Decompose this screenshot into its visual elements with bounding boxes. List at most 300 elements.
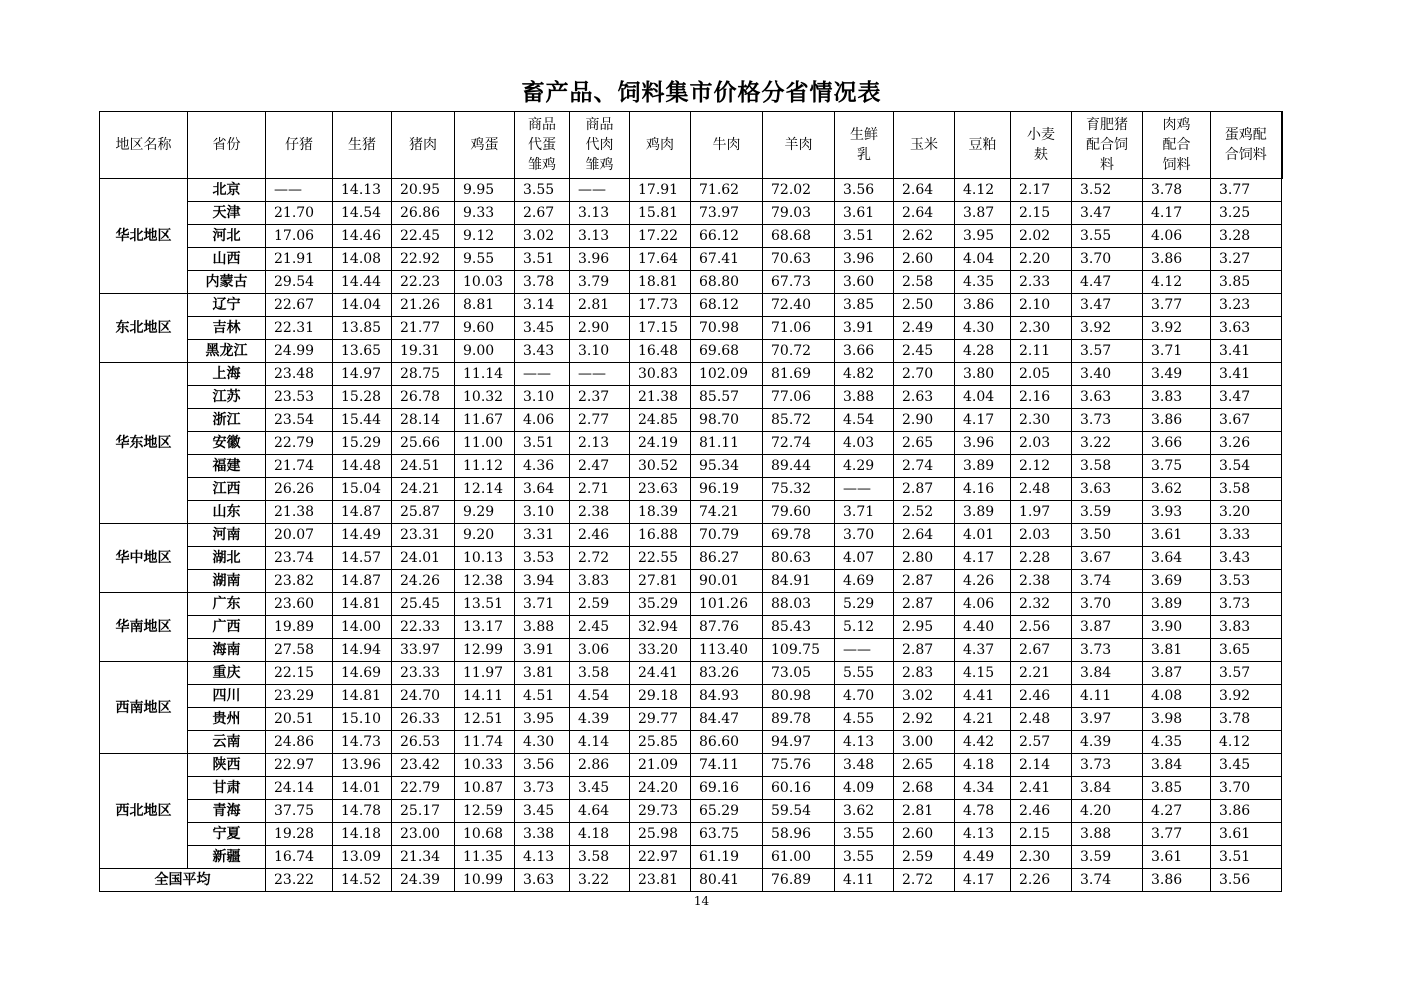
price-cell: 10.03 xyxy=(455,271,515,294)
price-cell: 2.12 xyxy=(1011,455,1072,478)
price-cell: 3.74 xyxy=(1072,869,1143,892)
price-cell: 13.65 xyxy=(333,340,392,363)
price-cell: 3.49 xyxy=(1143,363,1211,386)
price-cell: 8.81 xyxy=(455,294,515,317)
price-cell: 3.56 xyxy=(1211,869,1282,892)
price-cell: 2.87 xyxy=(894,593,955,616)
price-cell: 13.17 xyxy=(455,616,515,639)
price-cell: 4.21 xyxy=(955,708,1011,731)
price-cell: 4.54 xyxy=(570,685,630,708)
price-cell: 5.55 xyxy=(835,662,894,685)
table-row xyxy=(100,271,1282,294)
price-cell: 66.12 xyxy=(691,225,763,248)
price-cell: 76.89 xyxy=(763,869,835,892)
table-row xyxy=(100,501,1282,524)
price-cell: 3.26 xyxy=(1211,432,1282,455)
price-cell: 3.66 xyxy=(835,340,894,363)
column-header-line: 肉鸡 xyxy=(1162,117,1191,133)
price-cell: 23.74 xyxy=(266,547,333,570)
price-cell: 3.10 xyxy=(570,340,630,363)
price-cell: 9.60 xyxy=(455,317,515,340)
price-cell: 3.79 xyxy=(570,271,630,294)
price-cell: 4.28 xyxy=(955,340,1011,363)
price-cell: 2.95 xyxy=(894,616,955,639)
column-header xyxy=(763,112,835,179)
price-cell: 3.41 xyxy=(1211,340,1282,363)
price-cell: 4.18 xyxy=(570,823,630,846)
price-cell: 88.03 xyxy=(763,593,835,616)
price-cell: 83.26 xyxy=(691,662,763,685)
price-cell: 4.40 xyxy=(955,616,1011,639)
price-cell: 3.61 xyxy=(1211,823,1282,846)
province-cell: 贵州 xyxy=(188,708,266,731)
price-cell: 70.63 xyxy=(763,248,835,271)
price-cell: 22.55 xyxy=(630,547,691,570)
table-row xyxy=(100,432,1282,455)
price-cell: 71.06 xyxy=(763,317,835,340)
price-cell: 79.60 xyxy=(763,501,835,524)
price-cell: 3.80 xyxy=(955,363,1011,386)
price-cell: 113.40 xyxy=(691,639,763,662)
price-cell: 3.75 xyxy=(1143,455,1211,478)
price-cell: 3.51 xyxy=(1211,846,1282,869)
price-cell: 3.62 xyxy=(1143,478,1211,501)
price-cell: 17.15 xyxy=(630,317,691,340)
price-cell: 29.73 xyxy=(630,800,691,823)
column-header-line: 鸡蛋 xyxy=(470,137,499,153)
price-cell: 2.21 xyxy=(1011,662,1072,685)
price-cell: 4.41 xyxy=(955,685,1011,708)
price-cell: 101.26 xyxy=(691,593,763,616)
price-cell: 2.64 xyxy=(894,202,955,225)
price-cell: 98.70 xyxy=(691,409,763,432)
province-cell: 甘肃 xyxy=(188,777,266,800)
column-header-line: 生猪 xyxy=(348,137,376,153)
price-cell: —— xyxy=(266,179,333,202)
price-cell: 2.52 xyxy=(894,501,955,524)
column-header-line: 代肉 xyxy=(585,137,614,153)
price-cell: 3.45 xyxy=(1211,754,1282,777)
column-header-line: 雏鸡 xyxy=(585,157,614,173)
column-header xyxy=(691,112,763,179)
column-header xyxy=(188,112,266,179)
price-cell: 4.26 xyxy=(955,570,1011,593)
province-cell: 内蒙古 xyxy=(188,271,266,294)
region-name-cell: 华北地区 xyxy=(100,179,188,294)
price-cell: 3.87 xyxy=(1143,662,1211,685)
price-cell: 3.02 xyxy=(515,225,570,248)
price-cell: 3.10 xyxy=(515,386,570,409)
price-cell: 4.12 xyxy=(955,179,1011,202)
price-cell: 17.22 xyxy=(630,225,691,248)
price-cell: 3.58 xyxy=(1072,455,1143,478)
price-cell: 70.98 xyxy=(691,317,763,340)
price-cell: 2.67 xyxy=(515,202,570,225)
price-cell: 3.83 xyxy=(1211,616,1282,639)
price-cell: 4.06 xyxy=(955,593,1011,616)
price-cell: 11.00 xyxy=(455,432,515,455)
price-cell: 65.29 xyxy=(691,800,763,823)
province-cell: 福建 xyxy=(188,455,266,478)
price-cell: 3.40 xyxy=(1072,363,1143,386)
price-cell: 2.05 xyxy=(1011,363,1072,386)
column-header-line: 牛肉 xyxy=(712,137,741,153)
price-cell: 3.45 xyxy=(515,317,570,340)
price-cell: 14.57 xyxy=(333,547,392,570)
price-cell: 4.64 xyxy=(570,800,630,823)
price-cell: 2.02 xyxy=(1011,225,1072,248)
price-cell: 4.34 xyxy=(955,777,1011,800)
price-cell: 3.95 xyxy=(515,708,570,731)
price-cell: 3.78 xyxy=(1143,179,1211,202)
column-header-line: 雏鸡 xyxy=(528,157,556,173)
price-cell: 3.85 xyxy=(835,294,894,317)
price-cell: 2.80 xyxy=(894,547,955,570)
price-cell: 21.77 xyxy=(392,317,455,340)
price-cell: 26.78 xyxy=(392,386,455,409)
price-cell: 10.13 xyxy=(455,547,515,570)
price-cell: 21.26 xyxy=(392,294,455,317)
price-cell: 2.63 xyxy=(894,386,955,409)
price-cell: 2.03 xyxy=(1011,524,1072,547)
price-cell: 3.69 xyxy=(1143,570,1211,593)
price-cell: 4.04 xyxy=(955,248,1011,271)
price-cell: 4.12 xyxy=(1143,271,1211,294)
price-cell: 4.06 xyxy=(1143,225,1211,248)
price-cell: 4.78 xyxy=(955,800,1011,823)
column-header xyxy=(515,112,570,179)
price-cell: 14.81 xyxy=(333,593,392,616)
price-cell: 3.55 xyxy=(1072,225,1143,248)
price-cell: 3.73 xyxy=(1072,639,1143,662)
price-cell: 4.54 xyxy=(835,409,894,432)
table-row xyxy=(100,846,1282,869)
price-cell: 3.71 xyxy=(1143,340,1211,363)
price-cell: 2.62 xyxy=(894,225,955,248)
price-cell: 24.51 xyxy=(392,455,455,478)
price-cell: 3.25 xyxy=(1211,202,1282,225)
price-cell: 71.62 xyxy=(691,179,763,202)
price-cell: 96.19 xyxy=(691,478,763,501)
price-cell: 11.14 xyxy=(455,363,515,386)
price-cell: 3.86 xyxy=(1211,800,1282,823)
price-cell: 3.61 xyxy=(835,202,894,225)
price-cell: 87.76 xyxy=(691,616,763,639)
price-cell: 4.39 xyxy=(1072,731,1143,754)
price-cell: 4.09 xyxy=(835,777,894,800)
price-cell: 23.31 xyxy=(392,524,455,547)
price-cell: 26.26 xyxy=(266,478,333,501)
price-cell: 4.07 xyxy=(835,547,894,570)
price-cell: 4.11 xyxy=(835,869,894,892)
price-cell: 15.04 xyxy=(333,478,392,501)
price-cell: 3.92 xyxy=(1143,317,1211,340)
header-row xyxy=(100,112,1282,179)
price-cell: 14.08 xyxy=(333,248,392,271)
province-cell: 吉林 xyxy=(188,317,266,340)
price-cell: 24.19 xyxy=(630,432,691,455)
price-cell: 84.93 xyxy=(691,685,763,708)
price-cell: 32.94 xyxy=(630,616,691,639)
price-cell: 4.13 xyxy=(955,823,1011,846)
column-header xyxy=(1072,112,1143,179)
price-cell: 2.33 xyxy=(1011,271,1072,294)
price-cell: 4.69 xyxy=(835,570,894,593)
price-cell: 3.63 xyxy=(1072,386,1143,409)
price-cell: 3.58 xyxy=(1211,478,1282,501)
province-cell: 重庆 xyxy=(188,662,266,685)
region-name-cell: 东北地区 xyxy=(100,294,188,363)
price-cell: 3.85 xyxy=(1143,777,1211,800)
price-cell: 37.75 xyxy=(266,800,333,823)
price-cell: 3.51 xyxy=(515,432,570,455)
price-cell: 22.33 xyxy=(392,616,455,639)
price-cell: 3.57 xyxy=(1072,340,1143,363)
price-cell: 4.20 xyxy=(1072,800,1143,823)
price-cell: 3.65 xyxy=(1211,639,1282,662)
price-cell: 14.87 xyxy=(333,501,392,524)
province-cell: 四川 xyxy=(188,685,266,708)
price-cell: 3.51 xyxy=(835,225,894,248)
price-cell: 9.55 xyxy=(455,248,515,271)
price-cell: 3.56 xyxy=(515,754,570,777)
price-cell: 2.87 xyxy=(894,570,955,593)
price-cell: 2.26 xyxy=(1011,869,1072,892)
price-cell: —— xyxy=(570,179,630,202)
price-cell: 14.46 xyxy=(333,225,392,248)
price-cell: 3.70 xyxy=(1072,248,1143,271)
column-header xyxy=(266,112,333,179)
price-cell: 3.92 xyxy=(1211,685,1282,708)
price-cell: 3.59 xyxy=(1072,846,1143,869)
national-average-row xyxy=(100,869,1282,892)
price-cell: 80.98 xyxy=(763,685,835,708)
price-cell: 3.10 xyxy=(515,501,570,524)
price-cell: 24.21 xyxy=(392,478,455,501)
column-header xyxy=(1011,112,1072,179)
province-cell: 江苏 xyxy=(188,386,266,409)
price-cell: 14.18 xyxy=(333,823,392,846)
table-row xyxy=(100,202,1282,225)
province-cell: 山西 xyxy=(188,248,266,271)
column-header-line: 地区名称 xyxy=(115,137,172,153)
price-cell: 4.49 xyxy=(955,846,1011,869)
province-cell: 天津 xyxy=(188,202,266,225)
price-table xyxy=(99,111,1283,892)
price-cell: 23.82 xyxy=(266,570,333,593)
price-cell: 17.73 xyxy=(630,294,691,317)
column-header xyxy=(100,112,188,179)
price-cell: 2.67 xyxy=(1011,639,1072,662)
price-cell: 33.20 xyxy=(630,639,691,662)
table-row xyxy=(100,455,1282,478)
price-cell: 3.43 xyxy=(515,340,570,363)
price-cell: 13.51 xyxy=(455,593,515,616)
price-cell: 3.20 xyxy=(1211,501,1282,524)
price-cell: 9.20 xyxy=(455,524,515,547)
province-cell: 陕西 xyxy=(188,754,266,777)
price-cell: 14.13 xyxy=(333,179,392,202)
price-cell: 4.70 xyxy=(835,685,894,708)
price-cell: 3.93 xyxy=(1143,501,1211,524)
price-cell: 2.87 xyxy=(894,478,955,501)
price-cell: 10.68 xyxy=(455,823,515,846)
price-cell: 3.83 xyxy=(570,570,630,593)
price-cell: 23.54 xyxy=(266,409,333,432)
province-cell: 辽宁 xyxy=(188,294,266,317)
price-cell: 3.86 xyxy=(1143,248,1211,271)
price-cell: 3.55 xyxy=(835,823,894,846)
price-cell: 17.91 xyxy=(630,179,691,202)
price-cell: 2.13 xyxy=(570,432,630,455)
price-cell: 11.97 xyxy=(455,662,515,685)
price-cell: 3.53 xyxy=(1211,570,1282,593)
page-title: 畜产品、饲料集市价格分省情况表 xyxy=(521,80,882,106)
price-cell: 23.42 xyxy=(392,754,455,777)
price-cell: 4.15 xyxy=(955,662,1011,685)
price-cell: 3.50 xyxy=(1072,524,1143,547)
price-cell: 3.00 xyxy=(894,731,955,754)
price-cell: 3.51 xyxy=(515,248,570,271)
price-cell: 89.78 xyxy=(763,708,835,731)
price-cell: —— xyxy=(515,363,570,386)
price-cell: 3.41 xyxy=(1211,363,1282,386)
column-header xyxy=(333,112,392,179)
table-row xyxy=(100,478,1282,501)
price-cell: 14.00 xyxy=(333,616,392,639)
price-cell: 29.54 xyxy=(266,271,333,294)
column-header-line: 仔猪 xyxy=(285,137,313,153)
price-cell: 25.45 xyxy=(392,593,455,616)
price-cell: 3.64 xyxy=(1143,547,1211,570)
price-cell: 4.51 xyxy=(515,685,570,708)
price-cell: 24.26 xyxy=(392,570,455,593)
price-cell: 4.04 xyxy=(955,386,1011,409)
price-cell: 74.11 xyxy=(691,754,763,777)
price-cell: 77.06 xyxy=(763,386,835,409)
province-cell: 湖北 xyxy=(188,547,266,570)
price-cell: 24.20 xyxy=(630,777,691,800)
price-cell: 2.30 xyxy=(1011,846,1072,869)
price-cell: 4.35 xyxy=(955,271,1011,294)
province-cell: 广东 xyxy=(188,593,266,616)
price-cell: 2.68 xyxy=(894,777,955,800)
price-cell: 5.29 xyxy=(835,593,894,616)
table-body xyxy=(100,179,1282,892)
price-cell: 4.47 xyxy=(1072,271,1143,294)
price-cell: 3.84 xyxy=(1072,662,1143,685)
price-cell: 84.47 xyxy=(691,708,763,731)
price-cell: 24.39 xyxy=(392,869,455,892)
price-cell: 21.09 xyxy=(630,754,691,777)
price-cell: 4.30 xyxy=(515,731,570,754)
price-cell: 22.97 xyxy=(266,754,333,777)
price-cell: 3.67 xyxy=(1211,409,1282,432)
price-cell: 3.88 xyxy=(1072,823,1143,846)
price-cell: 19.89 xyxy=(266,616,333,639)
table-row xyxy=(100,616,1282,639)
price-cell: 4.17 xyxy=(1143,202,1211,225)
price-cell: 24.86 xyxy=(266,731,333,754)
price-cell: 3.78 xyxy=(1211,708,1282,731)
price-cell: 21.74 xyxy=(266,455,333,478)
price-cell: 3.52 xyxy=(1072,179,1143,202)
price-cell: 2.32 xyxy=(1011,593,1072,616)
table-row xyxy=(100,524,1282,547)
table-row xyxy=(100,570,1282,593)
price-cell: 2.86 xyxy=(570,754,630,777)
price-cell: 9.95 xyxy=(455,179,515,202)
price-cell: 75.76 xyxy=(763,754,835,777)
price-cell: 30.83 xyxy=(630,363,691,386)
price-cell: 25.85 xyxy=(630,731,691,754)
price-cell: 2.77 xyxy=(570,409,630,432)
price-cell: 3.86 xyxy=(1143,409,1211,432)
price-cell: 4.03 xyxy=(835,432,894,455)
price-cell: 80.41 xyxy=(691,869,763,892)
price-cell: 23.60 xyxy=(266,593,333,616)
province-cell: 山东 xyxy=(188,501,266,524)
price-cell: 3.55 xyxy=(515,179,570,202)
price-cell: 2.30 xyxy=(1011,317,1072,340)
price-cell: 2.38 xyxy=(1011,570,1072,593)
table-row xyxy=(100,708,1282,731)
price-cell: 26.86 xyxy=(392,202,455,225)
price-cell: 13.85 xyxy=(333,317,392,340)
price-cell: 15.29 xyxy=(333,432,392,455)
price-cell: 3.61 xyxy=(1143,524,1211,547)
price-cell: 67.41 xyxy=(691,248,763,271)
price-cell: 4.17 xyxy=(955,547,1011,570)
price-cell: 2.46 xyxy=(570,524,630,547)
price-cell: 4.37 xyxy=(955,639,1011,662)
price-cell: 2.37 xyxy=(570,386,630,409)
price-cell: 4.11 xyxy=(1072,685,1143,708)
price-cell: 19.28 xyxy=(266,823,333,846)
price-cell: 14.04 xyxy=(333,294,392,317)
price-cell: 23.22 xyxy=(266,869,333,892)
price-cell: 35.29 xyxy=(630,593,691,616)
price-cell: 10.33 xyxy=(455,754,515,777)
price-cell: 2.90 xyxy=(570,317,630,340)
price-cell: 2.48 xyxy=(1011,478,1072,501)
price-cell: 67.73 xyxy=(763,271,835,294)
region-name-cell: 华东地区 xyxy=(100,363,188,524)
price-cell: 12.51 xyxy=(455,708,515,731)
table-row xyxy=(100,248,1282,271)
price-cell: 3.63 xyxy=(515,869,570,892)
price-cell: 14.44 xyxy=(333,271,392,294)
price-cell: 3.96 xyxy=(835,248,894,271)
region-name-cell: 华中地区 xyxy=(100,524,188,593)
price-cell: 16.88 xyxy=(630,524,691,547)
column-header-line: 料 xyxy=(1100,157,1114,173)
column-header-line: 饲料 xyxy=(1162,157,1191,173)
price-cell: 2.46 xyxy=(1011,800,1072,823)
price-cell: 85.57 xyxy=(691,386,763,409)
price-cell: 3.67 xyxy=(1072,547,1143,570)
column-header xyxy=(955,112,1011,179)
price-cell: 85.72 xyxy=(763,409,835,432)
price-cell: 3.63 xyxy=(1072,478,1143,501)
column-header xyxy=(1143,112,1211,179)
price-cell: 102.09 xyxy=(691,363,763,386)
price-cell: 14.94 xyxy=(333,639,392,662)
price-cell: 3.96 xyxy=(570,248,630,271)
price-cell: 2.58 xyxy=(894,271,955,294)
price-cell: 68.80 xyxy=(691,271,763,294)
price-cell: 2.72 xyxy=(570,547,630,570)
